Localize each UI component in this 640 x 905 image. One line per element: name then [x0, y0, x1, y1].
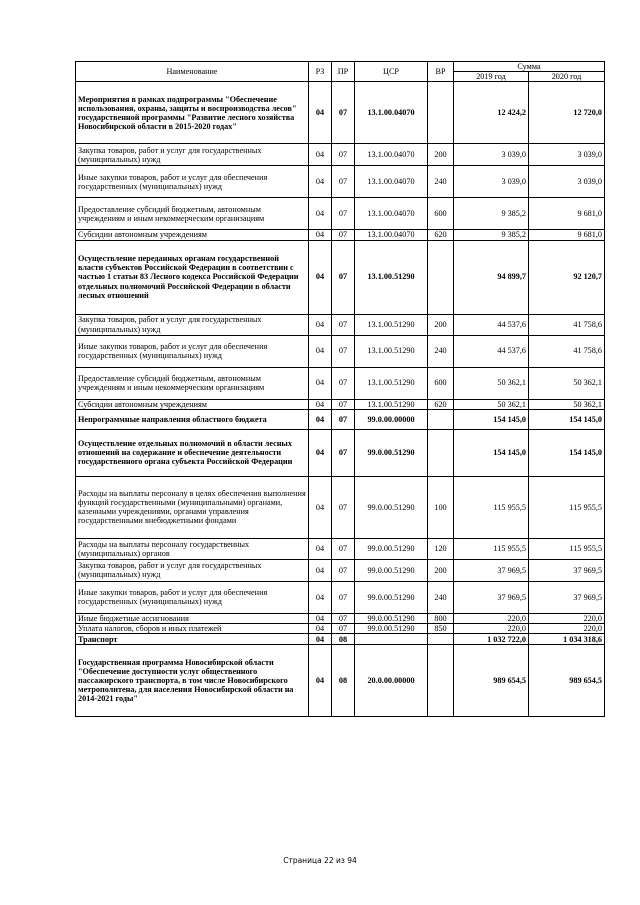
table-row: [76, 335, 605, 367]
cell-2020: 989 654,5: [529, 645, 605, 717]
cell-vr: 620: [428, 230, 454, 240]
cell-rz: 04: [309, 230, 332, 240]
cell-2019: 220,0: [454, 613, 529, 623]
cell-2019: 37 969,5: [454, 581, 529, 613]
cell-name: Иные бюджетные ассигнования: [76, 613, 309, 623]
cell-csr: 99.0.00.51290: [355, 581, 428, 613]
table-row: [76, 198, 605, 230]
cell-vr: 850: [428, 623, 454, 633]
cell-rz: 04: [309, 538, 332, 559]
cell-2019: 44 537,6: [454, 314, 529, 335]
cell-csr: 99.0.00.51290: [355, 613, 428, 623]
cell-csr: 99.0.00.51290: [355, 476, 428, 538]
cell-csr: [355, 634, 428, 645]
cell-name: Иные закупки товаров, работ и услуг для обеспечения государственных (муниципальных) нужд: [76, 335, 309, 367]
cell-name: Транспорт: [76, 634, 309, 645]
cell-2020: 92 120,7: [529, 240, 605, 314]
cell-name: Субсидии автономным учреждениям: [76, 230, 309, 240]
cell-vr: 120: [428, 538, 454, 559]
cell-csr: 13.1.00.04070: [355, 198, 428, 230]
cell-vr: 600: [428, 198, 454, 230]
cell-pr: 07: [332, 166, 355, 198]
page-footer: Страница 22 из 94: [283, 856, 357, 865]
cell-pr: 07: [332, 144, 355, 166]
cell-2020: 3 039,0: [529, 166, 605, 198]
cell-pr: 07: [332, 623, 355, 633]
table-row: [76, 230, 605, 240]
table-row: [76, 559, 605, 581]
cell-name: Закупка товаров, работ и услуг для государственных (муниципальных) нужд: [76, 144, 309, 166]
cell-rz: 04: [309, 613, 332, 623]
cell-2020: 3 039,0: [529, 144, 605, 166]
cell-vr: 240: [428, 335, 454, 367]
cell-2020: 50 362,1: [529, 367, 605, 399]
cell-2020: 154 145,0: [529, 429, 605, 476]
cell-pr: 07: [332, 240, 355, 314]
header-name: Наименование: [76, 62, 309, 82]
cell-name: Мероприятия в рамках подпрограммы "Обеспечение использования, охраны, защиты и воспроизводства лесов" государственной программы "Развитие лесного хозяйства Новосибирской области в 2015-2020 годах": [76, 82, 309, 144]
cell-name: Расходы на выплаты персоналу в целях обеспечения выполнения функций государственными (муниципальными) органами, казенными учреждениями, органами управления государственными внебюджетными фондами: [76, 476, 309, 538]
cell-2019: 3 039,0: [454, 144, 529, 166]
cell-2019: 115 955,5: [454, 538, 529, 559]
cell-rz: 04: [309, 198, 332, 230]
cell-pr: 07: [332, 581, 355, 613]
cell-2019: 44 537,6: [454, 335, 529, 367]
cell-2020: 1 034 318,6: [529, 634, 605, 645]
cell-rz: 04: [309, 314, 332, 335]
header-rz: РЗ: [309, 62, 332, 82]
table-row: [76, 613, 605, 623]
cell-pr: 07: [332, 613, 355, 623]
table-row: [76, 409, 605, 429]
cell-2019: 9 385,2: [454, 230, 529, 240]
cell-vr: 100: [428, 476, 454, 538]
cell-csr: 13.1.00.51290: [355, 314, 428, 335]
cell-pr: 07: [332, 399, 355, 409]
table-row: [76, 623, 605, 633]
table-row: [76, 82, 605, 144]
table-row: [76, 581, 605, 613]
cell-2020: 50 362,1: [529, 399, 605, 409]
cell-2019: 115 955,5: [454, 476, 529, 538]
table-row: [76, 634, 605, 645]
cell-csr: 13.1.00.51290: [355, 240, 428, 314]
cell-rz: 04: [309, 240, 332, 314]
cell-rz: 04: [309, 399, 332, 409]
cell-csr: 99.0.00.51290: [355, 559, 428, 581]
cell-2019: 154 145,0: [454, 409, 529, 429]
cell-2019: 37 969,5: [454, 559, 529, 581]
cell-rz: 04: [309, 581, 332, 613]
cell-csr: 99.0.00.51290: [355, 623, 428, 633]
cell-vr: [428, 240, 454, 314]
cell-csr: 13.1.00.51290: [355, 335, 428, 367]
cell-name: Иные закупки товаров, работ и услуг для обеспечения государственных (муниципальных) нужд: [76, 581, 309, 613]
cell-2019: 50 362,1: [454, 399, 529, 409]
cell-2020: 9 681,0: [529, 230, 605, 240]
budget-table: [75, 61, 605, 717]
cell-pr: 07: [332, 476, 355, 538]
cell-2020: 9 681,0: [529, 198, 605, 230]
cell-2019: 220,0: [454, 623, 529, 633]
cell-name: Осуществление переданных органам государственной власти субъектов Российской Федерации в соответствии с частью 1 статьи 83 Лесного кодекса Российской Федерации отдельных полномочий Российской Федерации в области лесных отношений: [76, 240, 309, 314]
cell-csr: 99.0.00.51290: [355, 538, 428, 559]
cell-vr: 600: [428, 367, 454, 399]
cell-2019: 154 145,0: [454, 429, 529, 476]
cell-pr: 07: [332, 538, 355, 559]
header-sum: Сумма: [454, 62, 605, 72]
cell-rz: 04: [309, 634, 332, 645]
cell-vr: [428, 645, 454, 717]
cell-name: Расходы на выплаты персоналу государственных (муниципальных) органов: [76, 538, 309, 559]
cell-2019: 94 899,7: [454, 240, 529, 314]
cell-vr: [428, 82, 454, 144]
header-csr: ЦСР: [355, 62, 428, 82]
cell-vr: [428, 429, 454, 476]
cell-name: Осуществление отдельных полномочий в области лесных отношений на содержание и обеспечение деятельности государственного органа субъекта Российской Федерации: [76, 429, 309, 476]
cell-name: Предоставление субсидий бюджетным, автономным учреждениям и иным некоммерческим организациям: [76, 367, 309, 399]
cell-name: Предоставление субсидий бюджетным, автономным учреждениям и иным некоммерческим организациям: [76, 198, 309, 230]
cell-csr: 99.0.00.00000: [355, 409, 428, 429]
table-row: [76, 399, 605, 409]
cell-vr: [428, 409, 454, 429]
table-row: [76, 144, 605, 166]
table-row: [76, 367, 605, 399]
cell-2019: 989 654,5: [454, 645, 529, 717]
cell-pr: 08: [332, 634, 355, 645]
cell-2019: 50 362,1: [454, 367, 529, 399]
cell-2019: 12 424,2: [454, 82, 529, 144]
cell-pr: 07: [332, 335, 355, 367]
cell-pr: 07: [332, 559, 355, 581]
cell-name: Закупка товаров, работ и услуг для государственных (муниципальных) нужд: [76, 559, 309, 581]
cell-name: Непрограммные направления областного бюджета: [76, 409, 309, 429]
cell-2020: 12 720,0: [529, 82, 605, 144]
cell-name: Субсидии автономным учреждениям: [76, 399, 309, 409]
cell-csr: 13.1.00.51290: [355, 367, 428, 399]
cell-2020: 220,0: [529, 623, 605, 633]
cell-csr: 13.1.00.04070: [355, 144, 428, 166]
cell-2020: 115 955,5: [529, 476, 605, 538]
cell-csr: 20.0.00.00000: [355, 645, 428, 717]
cell-rz: 04: [309, 645, 332, 717]
header-vr: ВР: [428, 62, 454, 82]
cell-pr: 07: [332, 82, 355, 144]
cell-rz: 04: [309, 623, 332, 633]
cell-vr: 620: [428, 399, 454, 409]
cell-rz: 04: [309, 82, 332, 144]
cell-pr: 07: [332, 230, 355, 240]
cell-name: Уплата налогов, сборов и иных платежей: [76, 623, 309, 633]
header-2020: 2020 год: [529, 72, 605, 82]
table-body: [76, 82, 605, 717]
cell-rz: 04: [309, 335, 332, 367]
table-row: [76, 645, 605, 717]
table-row: [76, 476, 605, 538]
cell-rz: 04: [309, 429, 332, 476]
header-pr: ПР: [332, 62, 355, 82]
cell-2020: 115 955,5: [529, 538, 605, 559]
cell-csr: 13.1.00.04070: [355, 166, 428, 198]
cell-rz: 04: [309, 559, 332, 581]
cell-rz: 04: [309, 166, 332, 198]
cell-rz: 04: [309, 476, 332, 538]
cell-name: Иные закупки товаров, работ и услуг для обеспечения государственных (муниципальных) нужд: [76, 166, 309, 198]
cell-2019: 9 385,2: [454, 198, 529, 230]
table-row: [76, 314, 605, 335]
cell-vr: 240: [428, 166, 454, 198]
cell-2019: 1 032 722,0: [454, 634, 529, 645]
cell-pr: 07: [332, 314, 355, 335]
table-row: [76, 166, 605, 198]
cell-pr: 08: [332, 645, 355, 717]
cell-pr: 07: [332, 367, 355, 399]
cell-vr: 200: [428, 144, 454, 166]
cell-2020: 37 969,5: [529, 559, 605, 581]
cell-2019: 3 039,0: [454, 166, 529, 198]
table-row: [76, 240, 605, 314]
cell-rz: 04: [309, 144, 332, 166]
cell-csr: 13.1.00.04070: [355, 230, 428, 240]
cell-2020: 41 758,6: [529, 314, 605, 335]
cell-pr: 07: [332, 409, 355, 429]
cell-rz: 04: [309, 367, 332, 399]
cell-vr: 200: [428, 314, 454, 335]
cell-2020: 220,0: [529, 613, 605, 623]
cell-vr: [428, 634, 454, 645]
cell-csr: 13.1.00.51290: [355, 399, 428, 409]
cell-2020: 154 145,0: [529, 409, 605, 429]
cell-name: Государственная программа Новосибирской области "Обеспечение доступности услуг общественного пассажирского транспорта, в том числе Новосибирского метрополитена, для населения Новосибирской области на 2014-2021 годы": [76, 645, 309, 717]
cell-pr: 07: [332, 429, 355, 476]
cell-csr: 13.1.00.04070: [355, 82, 428, 144]
table-row: [76, 538, 605, 559]
header-2019: 2019 год: [454, 72, 529, 82]
cell-2020: 41 758,6: [529, 335, 605, 367]
cell-csr: 99.0.00.51290: [355, 429, 428, 476]
cell-rz: 04: [309, 409, 332, 429]
cell-pr: 07: [332, 198, 355, 230]
cell-2020: 37 969,5: [529, 581, 605, 613]
cell-name: Закупка товаров, работ и услуг для государственных (муниципальных) нужд: [76, 314, 309, 335]
cell-vr: 800: [428, 613, 454, 623]
cell-vr: 240: [428, 581, 454, 613]
table-row: [76, 429, 605, 476]
cell-vr: 200: [428, 559, 454, 581]
